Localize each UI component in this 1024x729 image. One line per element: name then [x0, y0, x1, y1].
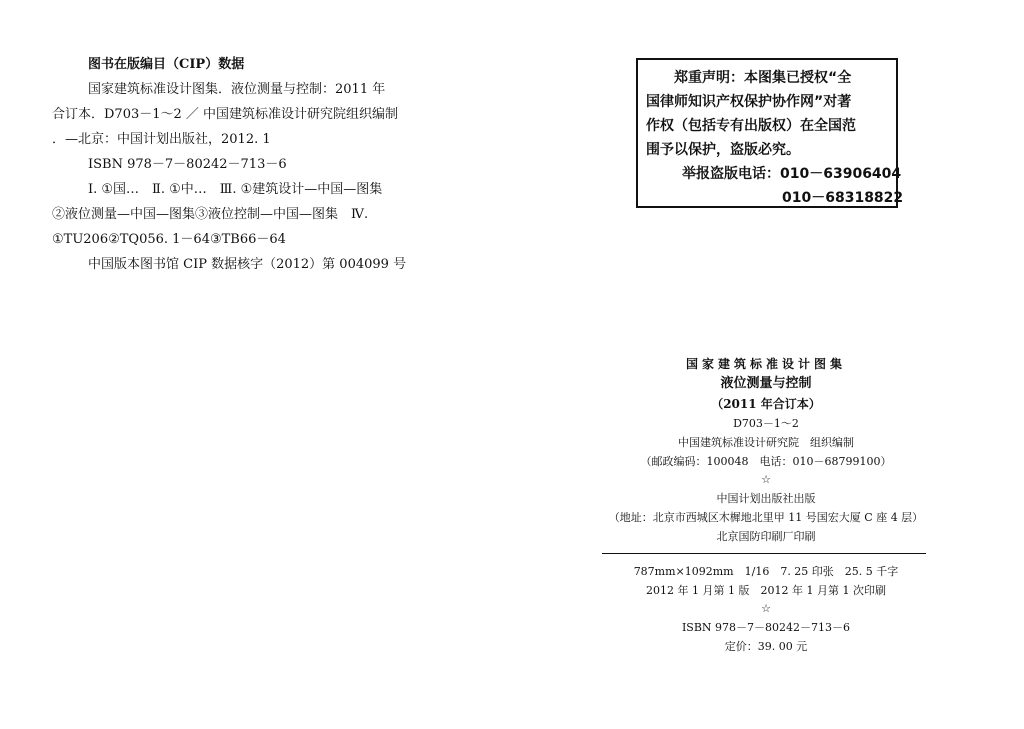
cip-classification: Ⅰ. ①国… Ⅱ. ①中… Ⅲ. ①建筑设计—中国—图集 [88, 182, 383, 197]
cip-isbn: ISBN 978－7－80242－713－6 [88, 157, 287, 172]
cip-data-block [52, 52, 492, 277]
cip-record-number: 中国版本图书馆 CIP 数据核字（2012）第 004099 号 [88, 257, 407, 272]
star-icon: ☆ [761, 473, 771, 486]
cip-heading: 图书在版编目（CIP）数据 [88, 57, 245, 72]
print-specs: 787mm×1092mm 1/16 7. 25 印张 25. 5 千字 [633, 565, 899, 578]
price: 定价：39. 00 元 [724, 640, 808, 653]
printing-history: 2012 年 1 月第 1 版 2012 年 1 月第 1 次印刷 [646, 584, 886, 597]
cip-line: 合订本．D703－1～2 ／ 中国建筑标准设计研究院组织编制 [52, 107, 399, 122]
cip-line: 国家建筑标准设计图集．液位测量与控制：2011 年 [88, 82, 386, 97]
colophon [596, 354, 936, 656]
publisher-address: （地址：北京市西城区木樨地北里甲 11 号国宏大厦 C 座 4 层） [608, 511, 924, 524]
anti-piracy-notice [636, 58, 904, 208]
printer: 北京国防印刷厂印刷 [716, 530, 816, 543]
cip-classification: ①TU206②TQ056. 1－64③TB66－64 [52, 232, 286, 247]
report-hotline-2: 010－68318822 [782, 190, 904, 206]
postal-info: （邮政编码：100048 电话：010－68799100） [640, 455, 892, 468]
atlas-code: D703－1～2 [733, 417, 799, 430]
notice-line: 作权（包括专有出版权）在全国范 [646, 118, 856, 134]
report-hotline: 举报盗版电话：010－63906404 [682, 166, 902, 182]
divider [602, 553, 926, 554]
star-icon: ☆ [761, 602, 771, 615]
publisher: 中国计划出版社出版 [716, 492, 816, 505]
notice-line: 围予以保护，盗版必究。 [646, 142, 800, 158]
notice-line: 国律师知识产权保护协作网”对著 [646, 94, 852, 110]
notice-line: 郑重声明：本图集已授权“全 [674, 70, 852, 86]
cip-line: ．—北京：中国计划出版社，2012. 1 [52, 132, 271, 147]
compiler: 中国建筑标准设计研究院 组织编制 [678, 436, 854, 449]
series-title: 国家建筑标准设计图集 [685, 357, 846, 371]
edition-label: （2011 年合订本） [711, 397, 821, 411]
isbn: ISBN 978－7－80242－713－6 [681, 621, 851, 634]
cip-classification: ②液位测量—中国—图集③液位控制—中国—图集 Ⅳ. [52, 207, 369, 222]
book-title: 液位测量与控制 [720, 376, 812, 391]
